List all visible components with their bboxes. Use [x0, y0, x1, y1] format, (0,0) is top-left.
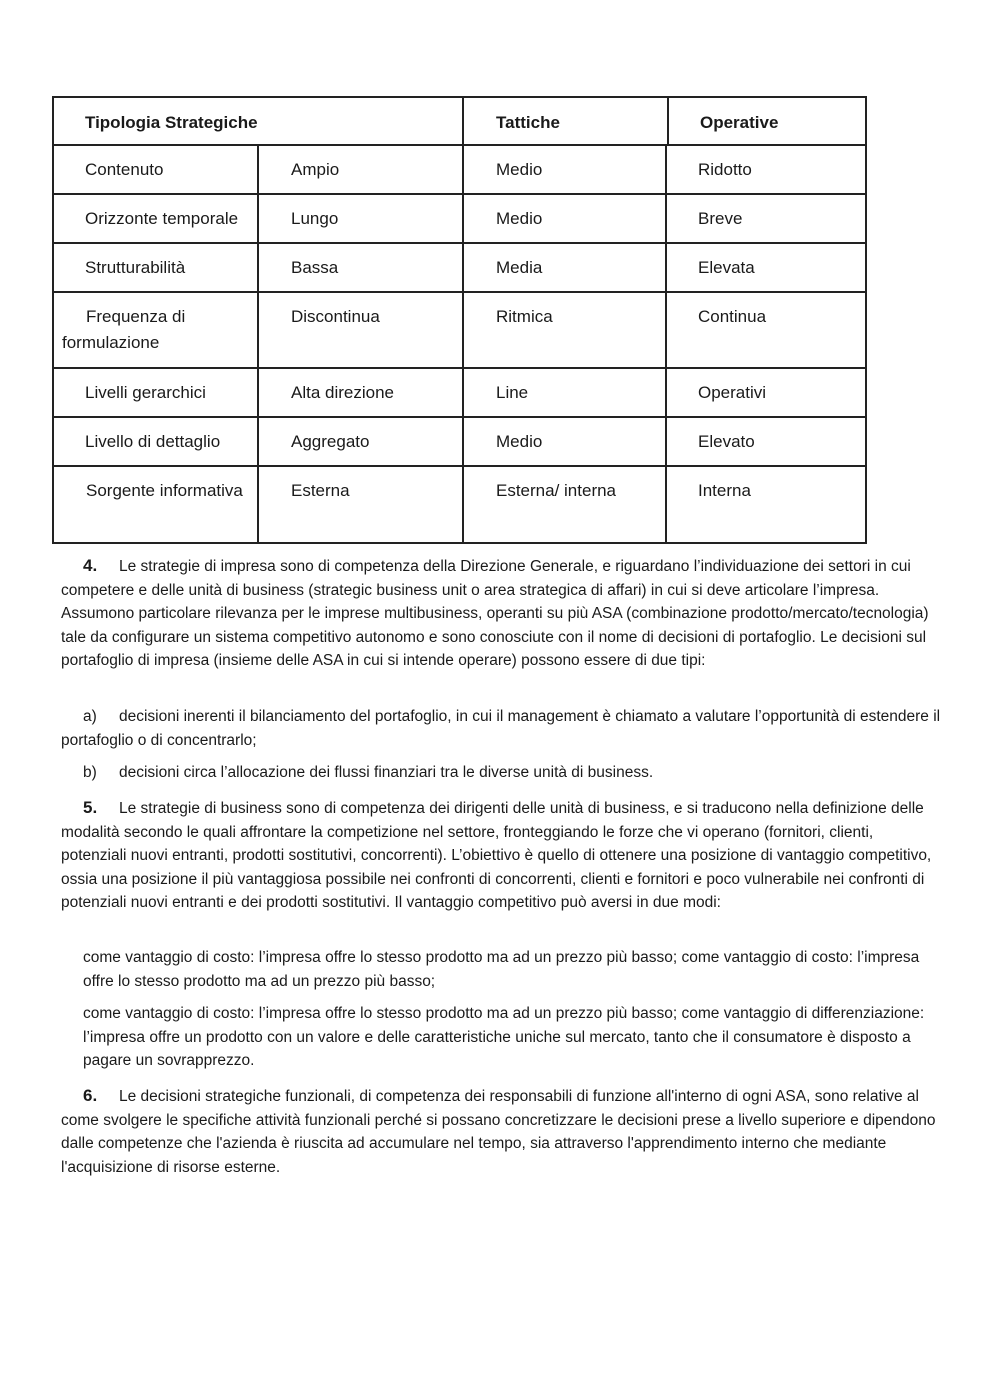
cell-strategiche: Ampio [257, 146, 462, 193]
header-tattiche: Tattiche [462, 98, 667, 144]
section-4-number: 4. [83, 556, 98, 575]
cell-operative: Elevato [665, 418, 865, 465]
cell-tattiche: Medio [462, 146, 665, 193]
section-5-number: 5. [83, 798, 98, 817]
table-row [52, 418, 867, 467]
cell-operative: Operativi [665, 369, 865, 416]
section-5-text: Le strategie di business sono di competenza dei dirigenti delle unità di business, e si traducono nella definizione delle modalità secondo le quali affrontare la competizione nel settore, fronteggiando le forze che vi operano (fornitori, clienti, potenziali nuovi entranti, prodotti sostitutivi, concorrenti). L’obiettivo è quello di ottenere una posizione di vantaggio competitivo, ossia una posizione il più vantaggiosa possibile nei confronti di concorrenti, clienti e fornitori e poco vulnerabile nei confronti di potenziali nuovi entranti e dei prodotti sostitutivi. Il vantaggio competitivo può aversi in due modi: [61, 800, 932, 911]
row-label: Orizzonte temporale [85, 209, 239, 228]
cell-operative: Elevata [665, 244, 865, 291]
table-row [52, 467, 867, 544]
table-row [52, 293, 867, 369]
row-label: Strutturabilità [85, 258, 186, 277]
list-item-a-text: decisioni inerenti il bilanciamento del portafoglio, in cui il management è chiamato a valutare l’opportunità di estendere il portafoglio o di concentrarlo; [61, 708, 941, 749]
cell-operative: Ridotto [665, 146, 865, 193]
table-row [52, 244, 867, 293]
section-6-paragraph [61, 1084, 941, 1179]
section-5-paragraph [61, 796, 941, 915]
cell-tattiche: Ritmica [462, 293, 665, 367]
section-4-text: Le strategie di impresa sono di competenza della Direzione Generale, e riguardano l’individuazione dei settori in cui competere e delle unità di business (strategic business unit o area strategica di affari) in cui si deve articolare l’impresa. Assumono particolare rilevanza per le imprese multibusiness, operanti su più ASA (combinazione prodotto/mercato/tecnologia) tale da configurare un sistema competitivo autonomo e sono conosciute con il nome di decisioni di portafoglio. Le decisioni sul portafoglio di impresa (insieme delle ASA in cui si intende operare) possono essere di due tipi: [61, 558, 929, 669]
cell-operative: Continua [665, 293, 865, 367]
cell-tattiche: Line [462, 369, 665, 416]
cell-tattiche: Medio [462, 418, 665, 465]
list-item-b-label: b) [83, 764, 97, 781]
section-4-paragraph [61, 554, 941, 673]
bullet-item-2 [61, 1002, 941, 1073]
cell-tattiche: Media [462, 244, 665, 291]
section-6-text: Le decisioni strategiche funzionali, di competenza dei responsabili di funzione all'interno di ogni ASA, sono relative al come svolgere le specifiche attività funzionali perché si possano concretizzare le decisioni prese a livello superiore e dipendono dalle competenze che l'azienda è riuscita ad accumulare nel tempo, sia attraverso l'apprendimento interno che mediante l'acquisizione di risorse esterne. [61, 1088, 936, 1176]
section-6-number: 6. [83, 1086, 98, 1105]
row-label: Livello di dettaglio [85, 432, 221, 451]
header-operative: Operative [667, 98, 865, 144]
cell-strategiche: Lungo [257, 195, 462, 242]
cell-strategiche: Aggregato [257, 418, 462, 465]
table-header-row [52, 96, 867, 146]
decision-types-table [52, 96, 867, 544]
cell-tattiche: Esterna/ interna [462, 467, 665, 542]
cell-strategiche: Esterna [257, 467, 462, 542]
bullet-item-1-text: come vantaggio di costo: l’impresa offre lo stesso prodotto ma ad un prezzo più basso; come vantaggio di costo: l’impresa offre lo stesso prodotto ma ad un prezzo più basso; [83, 949, 920, 990]
cell-strategiche: Alta direzione [257, 369, 462, 416]
cell-operative: Interna [665, 467, 865, 542]
bullet-item-2-text: come vantaggio di costo: l’impresa offre lo stesso prodotto ma ad un prezzo più basso; come vantaggio di differenziazione: l’impresa offre un prodotto con un valore e delle caratteristiche uniche sul mercato, tanto che il consumatore è disposto a pagare un sovrapprezzo. [83, 1005, 925, 1069]
row-label: Sorgente informativa [86, 481, 243, 500]
list-item-b-text: decisioni circa l’allocazione dei flussi finanziari tra le diverse unità di business. [119, 764, 654, 781]
bullet-item-1 [61, 946, 941, 993]
cell-strategiche: Bassa [257, 244, 462, 291]
table-row [52, 369, 867, 418]
cell-strategiche: Discontinua [257, 293, 462, 367]
header-strategiche: Tipologia Strategiche [85, 113, 258, 132]
cell-operative: Breve [665, 195, 865, 242]
cell-tattiche: Medio [462, 195, 665, 242]
list-item-b [61, 761, 941, 785]
list-item-a-label: a) [83, 708, 97, 725]
row-label: Contenuto [85, 160, 164, 179]
table-row [52, 146, 867, 195]
row-label: Livelli gerarchici [85, 383, 206, 402]
table-row [52, 195, 867, 244]
list-item-a [61, 705, 941, 752]
row-label: Frequenza di formulazione [62, 307, 186, 352]
